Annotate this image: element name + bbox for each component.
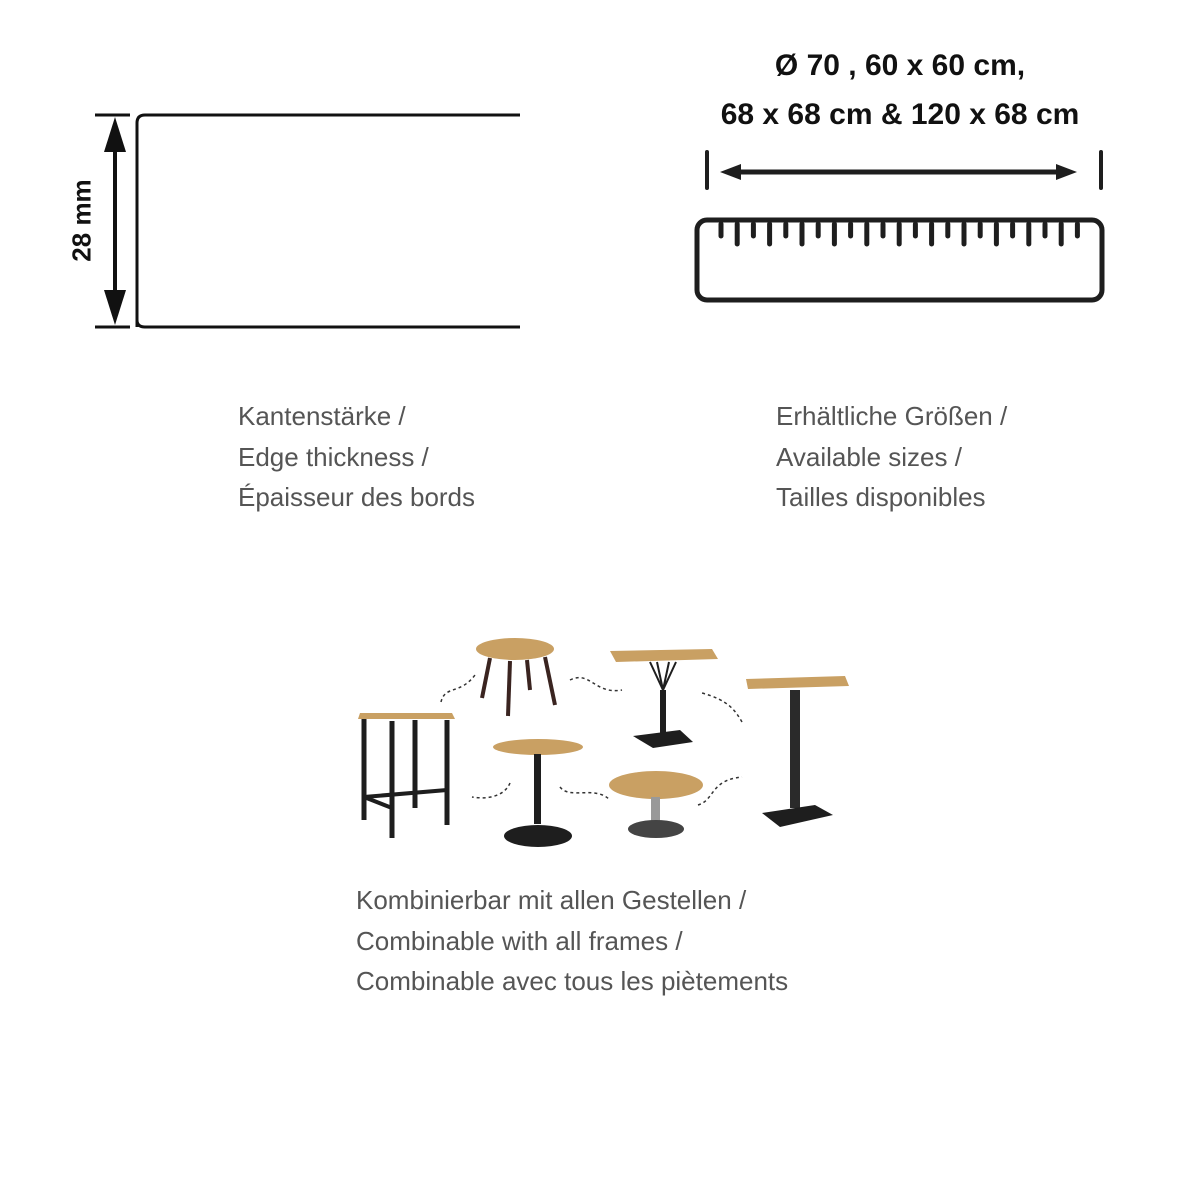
arrow-up-icon xyxy=(104,117,126,152)
sizes-caption-fr: Tailles disponibles xyxy=(776,482,986,512)
frames-caption-fr: Combinable avec tous les piètements xyxy=(356,966,789,996)
arrow-left-icon xyxy=(720,164,741,180)
edge-caption xyxy=(238,396,475,518)
square-table-spider-base-image xyxy=(610,649,718,748)
tables-illustration xyxy=(358,638,849,847)
low-round-table-image xyxy=(609,771,703,838)
edge-caption-de: Kantenstärke / xyxy=(238,401,406,431)
high-square-table-image-2 xyxy=(746,676,849,827)
frames-caption xyxy=(356,880,788,1002)
sizes-caption-en: Available sizes / xyxy=(776,441,962,472)
arrow-right-icon xyxy=(1056,164,1077,180)
arrow-down-icon xyxy=(104,290,126,325)
sizes-heading-line-1: Ø 70 , 60 x 60 cm, xyxy=(774,49,1026,82)
frames-caption-en: Combinable with all frames / xyxy=(356,925,683,956)
frames-caption-de: Kombinierbar mit allen Gestellen / xyxy=(356,885,747,915)
sizes-caption xyxy=(776,396,1007,518)
edge-thickness-diagram xyxy=(95,115,520,327)
edge-caption-fr: Épaisseur des bords xyxy=(238,482,476,512)
round-wooden-leg-table-image xyxy=(476,638,555,716)
sizes-caption-de: Erhältliche Größen / xyxy=(776,401,1008,431)
edge-caption-en: Edge thickness / xyxy=(238,441,429,472)
round-table-disc-base-image xyxy=(493,739,583,847)
ruler-icon xyxy=(697,152,1102,300)
sizes-heading-line-2: 68 x 68 cm & 120 x 68 cm xyxy=(720,98,1080,131)
edge-dimension-label: 28 mm xyxy=(66,179,97,262)
high-square-table-image xyxy=(358,713,455,838)
